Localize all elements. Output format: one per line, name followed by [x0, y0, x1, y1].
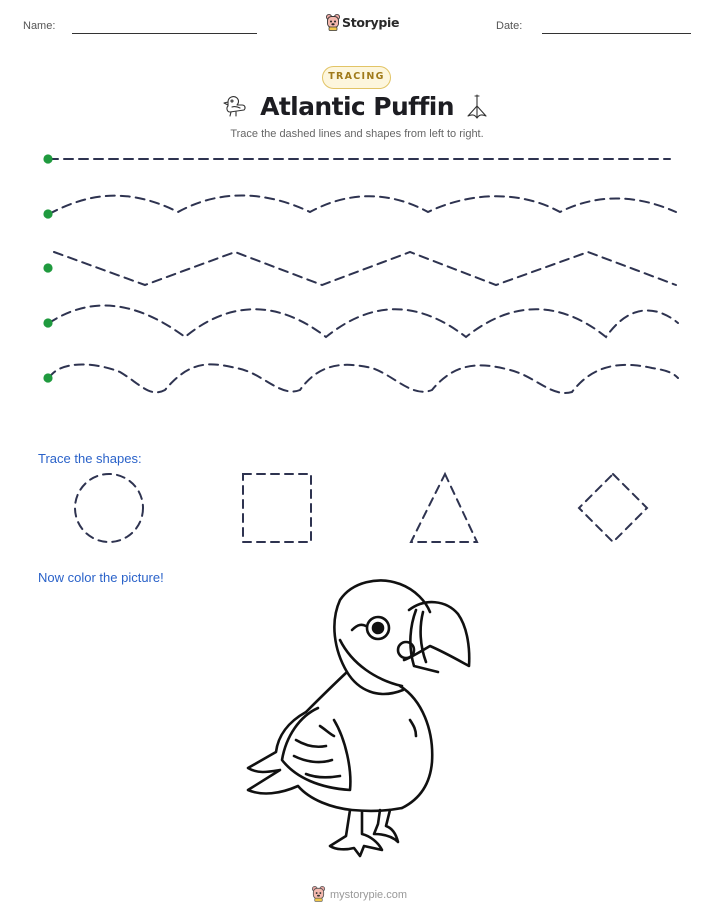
tracing-badge: TRACING — [322, 66, 391, 89]
tracing-lines — [0, 140, 714, 400]
brand-name: Storypie — [342, 15, 400, 30]
start-dot — [43, 154, 52, 163]
trace-square — [243, 474, 311, 542]
start-dot — [43, 209, 52, 218]
puffin-sketch-icon — [222, 93, 250, 119]
start-dot — [43, 373, 52, 382]
puffin-coloring-illustration — [240, 575, 480, 865]
tracing-line-wave — [49, 306, 678, 337]
page-title: Atlantic Puffin — [260, 92, 454, 121]
shapes-heading: Trace the shapes: — [38, 451, 142, 466]
tracing-line-bumpy-wave — [49, 364, 678, 393]
coloring-heading: Now color the picture! — [38, 570, 164, 585]
date-line — [542, 33, 691, 34]
name-line — [72, 33, 257, 34]
trace-triangle — [411, 474, 477, 542]
bear-mascot-icon — [311, 885, 326, 902]
tracing-line-gentle-wave — [49, 195, 676, 214]
name-label: Name: — [23, 20, 56, 32]
tracing-shapes — [0, 460, 714, 560]
webbed-foot-icon — [464, 92, 490, 120]
date-label: Date: — [496, 20, 523, 32]
footer-website: mystorypie.com — [330, 889, 408, 901]
start-dot — [43, 318, 52, 327]
tracing-line-zigzag — [54, 252, 676, 285]
bear-mascot-icon — [325, 13, 341, 31]
instructions-text: Trace the dashed lines and shapes from left to right. — [230, 128, 484, 140]
start-dot — [43, 263, 52, 272]
trace-diamond — [579, 474, 647, 542]
trace-circle — [75, 474, 143, 542]
